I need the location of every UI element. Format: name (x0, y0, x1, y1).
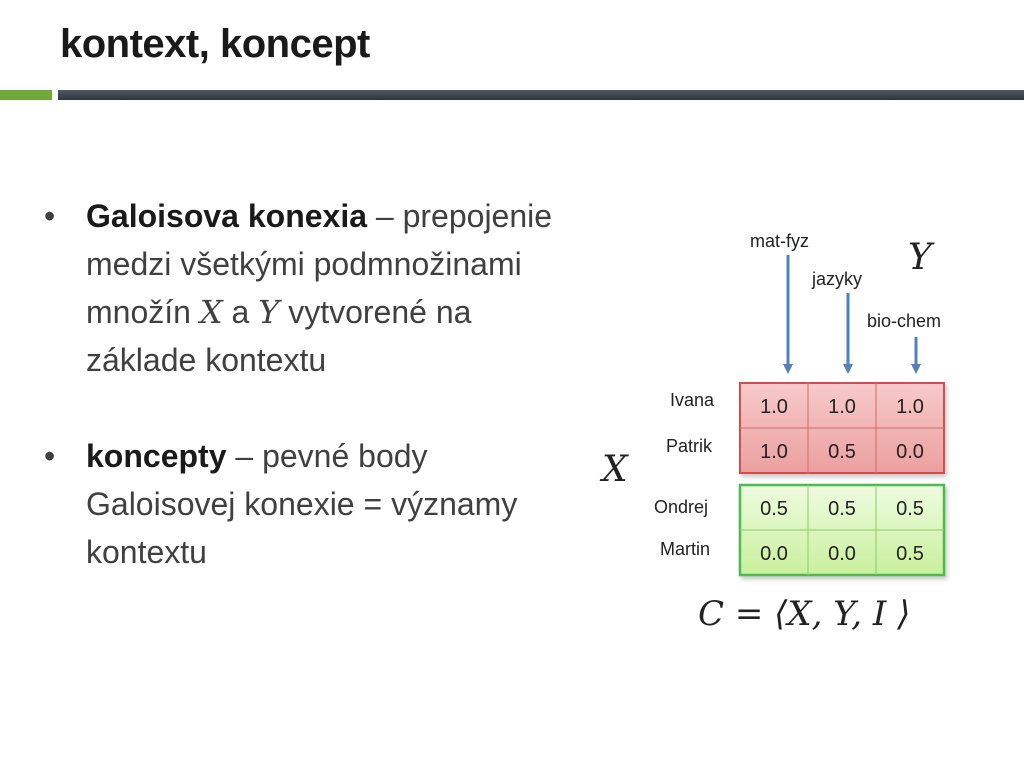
column-label-bio-chem: bio-chem (867, 311, 942, 331)
cell-ondrej-bio-chem: 0.5 (896, 498, 924, 520)
column-label-mat-fyz: mat-fyz (750, 231, 810, 251)
bullet-list (40, 192, 610, 576)
context-figure (590, 215, 990, 645)
accent-bar-green (0, 90, 52, 100)
math-var-y-figure: Y (908, 237, 932, 278)
bullet-dot: • (44, 198, 56, 234)
cell-martin-bio-chem: 0.5 (896, 543, 924, 565)
column-label-jazyky: jazyky (812, 269, 863, 289)
bullet-text: základe kontextu (86, 342, 327, 378)
bullet-text: vytvorené na (279, 294, 472, 330)
math-var-x-figure: X (602, 449, 628, 490)
cell-patrik-mat-fyz: 1.0 (760, 441, 788, 463)
bullet-dot: • (44, 438, 56, 474)
bullet-text: – pevné body (226, 438, 428, 474)
bullet-koncepty (40, 432, 610, 576)
cell-martin-jazyky: 0.0 (828, 543, 856, 565)
bullet-text: Galoisovej konexie = významy (86, 486, 518, 522)
slide-title: kontext, koncept (60, 22, 370, 66)
term-galois: Galoisova konexia (86, 198, 368, 234)
context-formula: C = ⟨X, Y, I ⟩ (698, 594, 911, 634)
row-label-martin: Martin (660, 539, 711, 559)
math-var-y: Y (258, 293, 280, 331)
cell-ivana-mat-fyz: 1.0 (760, 396, 788, 418)
bullet-text: medzi všetkými podmnožinami (86, 246, 522, 282)
bullet-text: množín (86, 294, 200, 330)
cell-patrik-bio-chem: 0.0 (896, 441, 924, 463)
bullet-text: kontextu (86, 534, 207, 570)
cell-martin-mat-fyz: 0.0 (760, 543, 788, 565)
row-label-patrik: Patrik (666, 436, 713, 456)
row-label-ivana: Ivana (670, 390, 715, 410)
bullet-text: – prepojenie (367, 198, 553, 234)
math-var-x: X (199, 293, 223, 331)
bullet-galois (40, 192, 610, 384)
cell-patrik-jazyky: 0.5 (828, 441, 856, 463)
cell-ondrej-mat-fyz: 0.5 (760, 498, 788, 520)
term-koncepty: koncepty (86, 438, 227, 474)
cell-ondrej-jazyky: 0.5 (828, 498, 856, 520)
bullet-text: a (222, 294, 259, 330)
row-label-ondrej: Ondrej (654, 497, 709, 517)
cell-ivana-jazyky: 1.0 (828, 396, 856, 418)
cell-ivana-bio-chem: 1.0 (896, 396, 924, 418)
accent-bar-dark (58, 90, 1024, 100)
